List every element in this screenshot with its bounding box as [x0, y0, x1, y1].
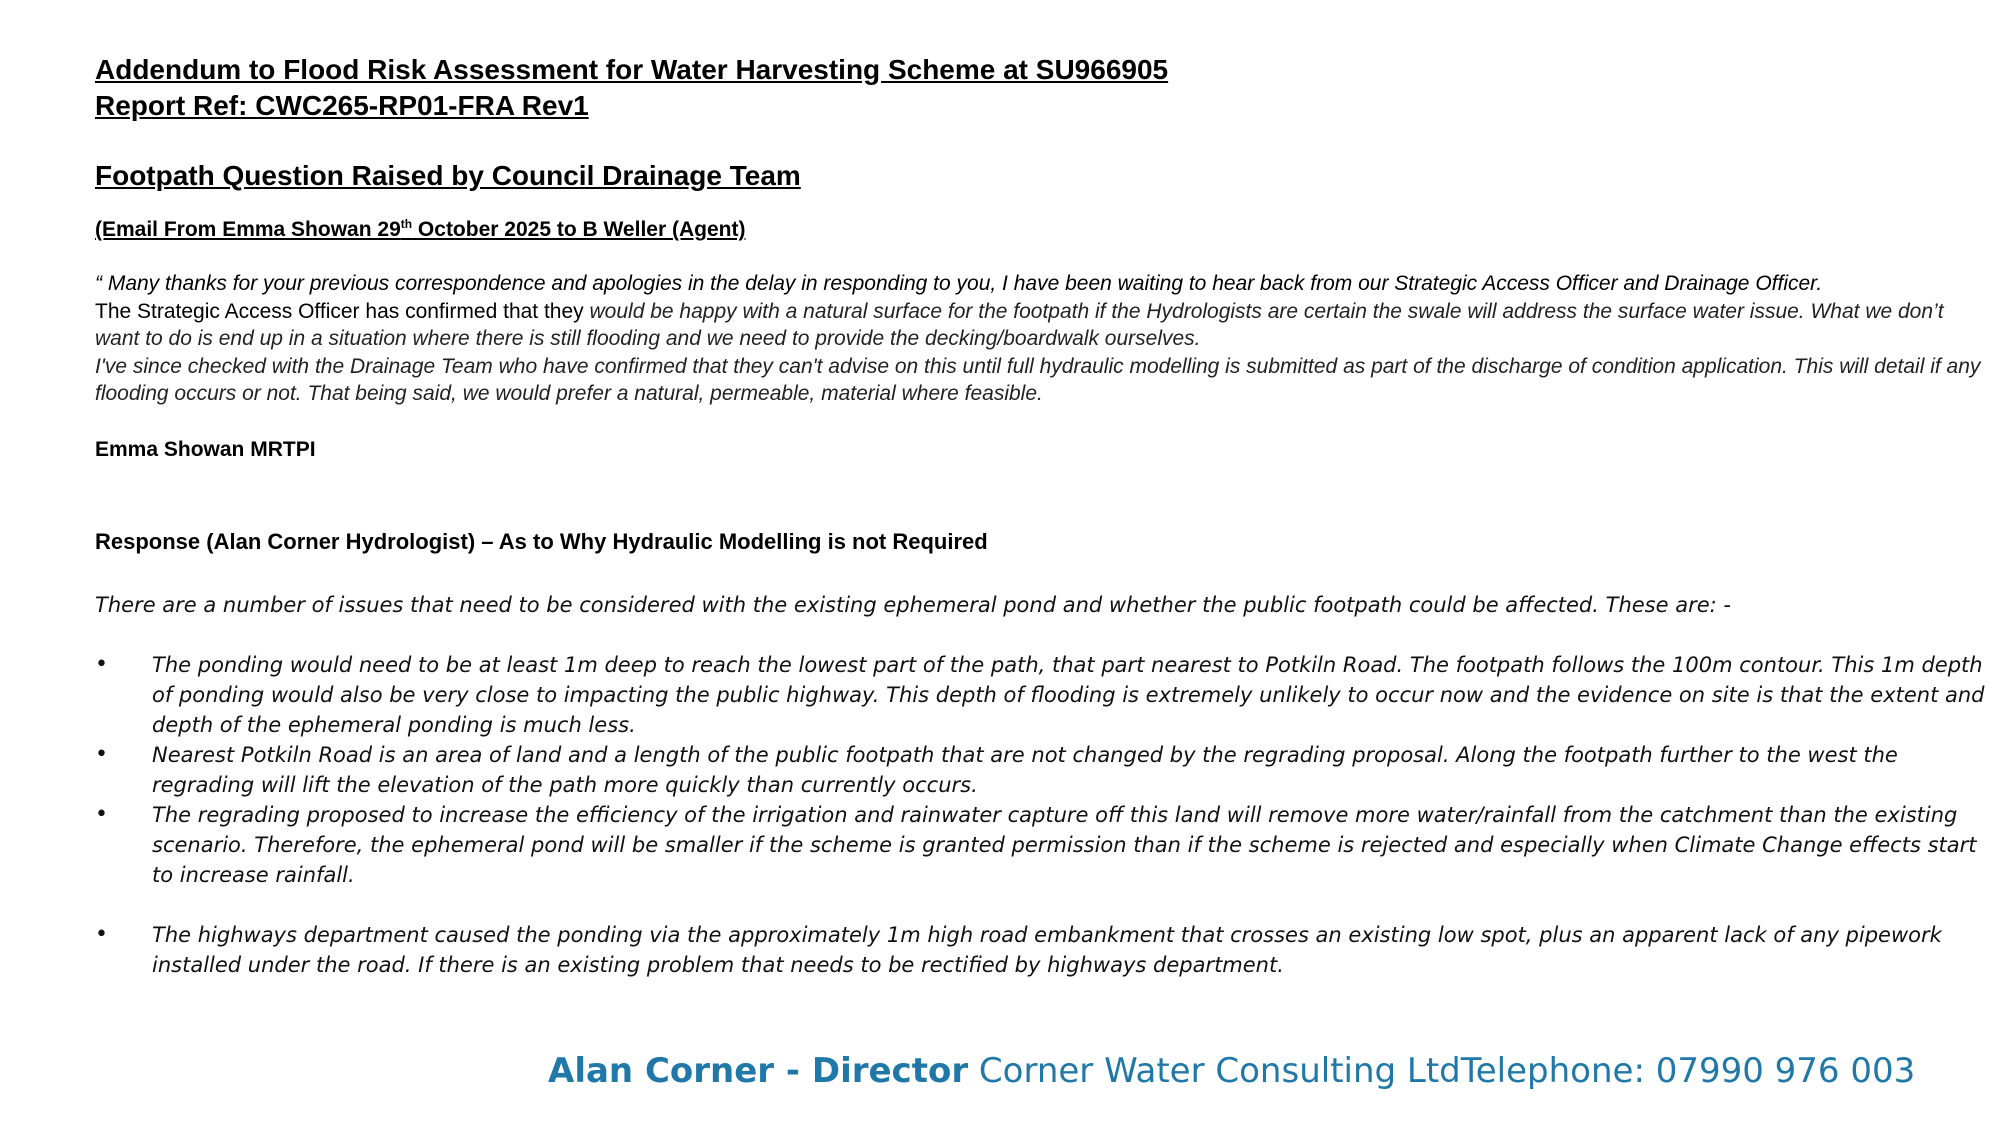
bullet-icon: •	[95, 651, 108, 677]
section-title: Footpath Question Raised by Council Drainage Team	[95, 160, 801, 191]
footer-telephone: Telephone: 07990 976 003	[1460, 1051, 1916, 1091]
quote-paragraph-2-rest: would be happy with a natural surface for the footpath if the Hydrologists are certain the swale will address the surface water issue. What we don’t want to do is end up in a situation where there is still flooding and we need to provide the decking/boardwalk ourselves.	[95, 299, 1944, 350]
quote-paragraph-3: I've since checked with the Drainage Team who have confirmed that they can't advise on this until full hydraulic modelling is submitted as part of the discharge of condition application. This will detail if any flooding occurs or not. That being said, we would prefer a natural, permeable, material where feasible.	[95, 354, 1981, 405]
list-item	[95, 800, 1992, 890]
email-quote	[95, 270, 1985, 408]
quote-paragraph-2	[95, 298, 1985, 353]
bullet-icon: •	[95, 921, 108, 947]
footer-contact	[548, 1051, 1915, 1091]
list-item	[95, 650, 1992, 740]
response-intro: There are a number of issues that need to be considered with the existing ephemeral pond and whether the public footpath could be affected. These are: -	[95, 592, 1731, 617]
list-item	[95, 920, 1992, 980]
title-line-2: Report Ref: CWC265-RP01-FRA Rev1	[95, 90, 589, 121]
response-points	[95, 650, 1985, 980]
list-item-text: Nearest Potkiln Road is an area of land and a length of the public footpath that are not changed by the regrading proposal. Along the footpath further to the west the regrading will lift the elevation of the path more quickly than currently occurs.	[152, 742, 1898, 797]
quote-paragraph-1: “ Many thanks for your previous correspondence and apologies in the delay in responding to you, I have been waiting to hear back from our Strategic Access Officer and Drainage Officer.	[95, 272, 1823, 295]
response-heading: Response (Alan Corner Hydrologist) – As to Why Hydraulic Modelling is not Required	[95, 528, 988, 554]
list-item-text: The highways department caused the ponding via the approximately 1m high road embankment that crosses an existing low spot, plus an apparent lack of any pipework installed under the road. If there is an existing problem that needs to be rectified by highways department.	[152, 922, 1942, 977]
bullet-icon: •	[95, 801, 108, 827]
footer-company: Corner Water Consulting Ltd	[968, 1051, 1461, 1091]
email-heading-start: (Email From Emma Showan 29	[95, 218, 401, 241]
bullet-icon: •	[95, 741, 108, 767]
footer-name: Alan Corner - Director	[548, 1051, 969, 1091]
quote-paragraph-2-upright: The Strategic Access Officer has confirmed that they	[95, 299, 584, 323]
document-title	[95, 52, 1975, 124]
email-heading-superscript: th	[400, 217, 413, 231]
email-heading-end: October 2025 to B Weller (Agent)	[412, 218, 746, 241]
document-page	[95, 52, 1985, 980]
title-line-1: Addendum to Flood Risk Assessment for Water Harvesting Scheme at SU966905	[95, 54, 1169, 85]
email-signoff: Emma Showan MRTPI	[95, 437, 316, 461]
list-item-text: The ponding would need to be at least 1m deep to reach the lowest part of the path, that part nearest to Potkiln Road. The footpath follows the 100m contour. This 1m depth of ponding would also be very close to impacting the public highway. This depth of flooding is extremely unlikely to occur now and the evidence on site is that the extent and depth of the ephemeral ponding is much less.	[152, 652, 1985, 737]
list-item	[95, 740, 1992, 800]
email-heading	[95, 216, 1975, 244]
list-item-text: The regrading proposed to increase the efficiency of the irrigation and rainwater capture off this land will remove more water/rainfall from the catchment than the existing scenario. Therefore, the ephemeral pond will be smaller if the scheme is granted permission than if the scheme is rejected and especially when Climate Change effects start to increase rainfall.	[152, 802, 1977, 887]
